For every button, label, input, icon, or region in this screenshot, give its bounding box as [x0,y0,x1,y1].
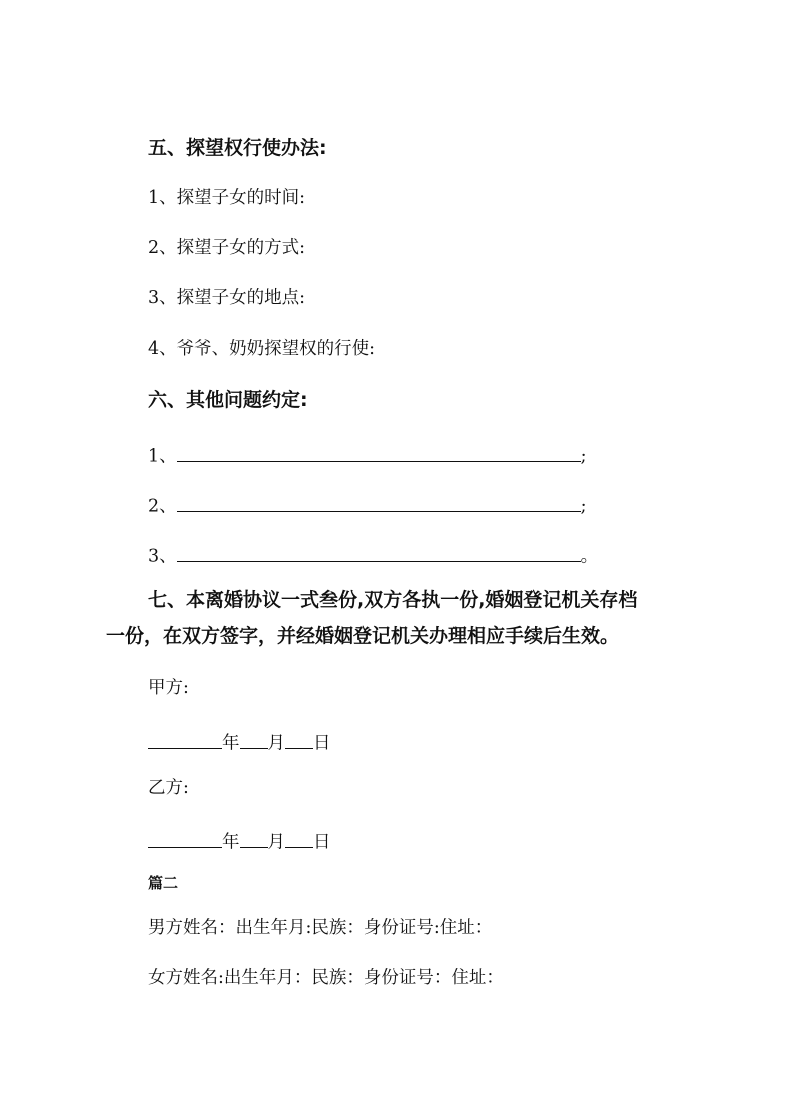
item-end-punct: 。 [580,546,599,567]
female-info-line: 女方姓名:出生年月：民族：身份证号：住址： [148,968,504,988]
section6-item-1 [148,443,587,466]
day-blank[interactable] [285,829,313,848]
section5-title: 五、探望权行使办法: [148,137,327,159]
item-number: 2、 [148,496,177,517]
section7-line-1: 七、本离婚协议一式叁份,双方各执一份,婚姻登记机关存档 [148,589,638,611]
item-end-punct: ; [580,496,587,517]
day-label: 日 [313,733,331,754]
month-blank[interactable] [240,829,268,848]
item-end-punct: ; [580,446,587,467]
fill-in-blank[interactable] [177,543,581,562]
section5-item-3: 3、探望子女的地点: [148,288,306,308]
year-blank[interactable] [148,829,222,848]
day-label: 日 [313,832,331,853]
section6-title: 六、其他问题约定: [148,389,308,411]
month-label: 月 [267,733,285,754]
part2-title: 篇二 [148,874,179,892]
year-blank[interactable] [148,730,222,749]
fill-in-blank[interactable] [177,443,581,462]
section7-line-2: 一份，在双方签字，并经婚姻登记机关办理相应手续后生效。 [106,625,620,647]
fill-in-blank[interactable] [177,493,581,512]
party-a-label: 甲方: [148,678,189,698]
section5-item-2: 2、探望子女的方式: [148,238,306,258]
party-a-date [148,730,331,753]
year-label: 年 [222,733,240,754]
section5-item-1: 1、探望子女的时间: [148,188,306,208]
day-blank[interactable] [285,730,313,749]
year-label: 年 [222,832,240,853]
section6-item-2 [148,493,587,516]
month-blank[interactable] [240,730,268,749]
item-number: 3、 [148,546,177,567]
month-label: 月 [267,832,285,853]
item-number: 1、 [148,446,177,467]
party-b-label: 乙方: [148,778,189,798]
section5-item-4: 4、爷爷、奶奶探望权的行使: [148,339,376,359]
party-b-date [148,829,331,852]
male-info-line: 男方姓名：出生年月:民族：身份证号:住址： [148,918,493,938]
section6-item-3 [148,543,598,566]
